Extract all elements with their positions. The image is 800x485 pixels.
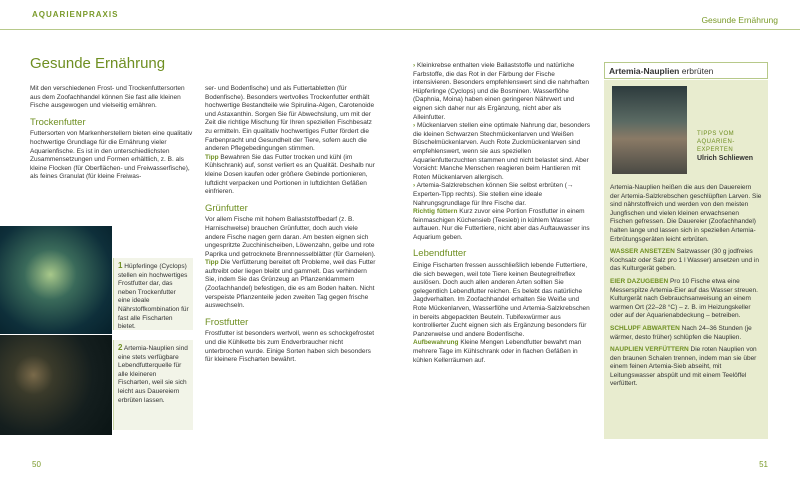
intro-paragraph: Mit den verschiedenen Frost- und Trockenfuttersorten aus dem Zoofachhandel können Sie fast alle kleinen Fische ausgewogen und vielseitig ernähren. bbox=[30, 85, 185, 110]
column-3 bbox=[413, 62, 591, 365]
expert-name: Ulrich Schliewen bbox=[697, 155, 754, 162]
caption-1-text: Hüpferlinge (Cyclops) stellen ein hochwertiges Frostfutter dar, das neben Trockenfutter eine ideale Nährstoffkombination für fast alle Fischarten bietet. bbox=[118, 263, 189, 331]
bullet-arrow-icon: › bbox=[413, 62, 416, 69]
step-2-text: Pro 10 Fische etwa eine Messerspitze Artemia-Eier auf das Wasser streuen. Kulturgerät nach Gebrauchsanweisung an einem warmen Ort (22–28 °C) – z. B. im Heizungskeller oder auf der Aquarienabdeckung – betreiben. bbox=[610, 277, 758, 320]
trockenfutter-continued: ser- und Bodenfische) und als Futtertabletten (für Bodenfische). Besonders wertvolles Trockenfutter enthält hochwertige Bestandteile wie Spirulina-Algen, Carotenoide und Astaxanthin. Sorgen Sie für Abwechslung, um mit der Zeit die richtige Mischung für Ihren speziellen Fischbesatz zu ermitteln. Ein qualitativ hochwertiges Futter fördert die Farbenpracht und Gesundheit der Tiere, sofern auch die anderen Pflegebedingungen stimmen. bbox=[205, 85, 375, 153]
bullet-arrow-icon: › bbox=[413, 182, 416, 190]
step-1-text: Salzwasser (30 g jodfreies Kochsalz oder Salz pro 1 l Wasser) ansetzen und in das Kulturgerät geben. bbox=[610, 248, 759, 273]
step-3-label: SCHLUPF ABWARTEN bbox=[610, 324, 680, 332]
trockenfutter-text: Futtersorten von Markenherstellern bieten eine qualitativ hochwertige Grundlage für die Ernährung vieler Aquarienfische. Es ist in den unterschiedlichsten Zusammensetzungen und Formen erhältlich, z. B. als kleine Flocken (für Oberflächen- und Freiwasserfische), als feines Granulat (für kleine Freiwas- bbox=[30, 130, 193, 181]
richtig-fuettern-text: Kurz zuvor eine Portion Frostfutter in einem feinmaschigen Küchensieb (Teesieb) in kühlem Wasser auftauen. Nur die Futtertiere, nicht aber das Auftauwasser ins Aquarium geben. bbox=[413, 208, 590, 241]
tipp-2-label: Tipp bbox=[205, 259, 219, 267]
running-header-right: Gesunde Ernährung bbox=[701, 15, 778, 25]
caption-2 bbox=[113, 340, 193, 430]
aufbewahrung-label: Aufbewahrung bbox=[413, 339, 459, 347]
column-2 bbox=[205, 85, 377, 365]
tipp-2-text: Die Verfütterung bereitet oft Probleme, weil das Futter auftreibt oder liegen bleibt und gammelt. Das verhindern Sie, indem Sie das Grünzeug an Pflanzenklammern (Zoofachhandel) befestigen, die es am Boden halten. Nicht verspeiste Pflanzenteile jeden zweiten Tag gegen frische auswechseln. bbox=[205, 259, 376, 310]
box-header-bold: Artemia-Nauplien bbox=[609, 66, 680, 76]
caption-2-text: Artemia-Nauplien sind eine stets verfügbare Lebendfutterquelle für alle kleineren Fischarten, weil sie sich leicht aus Dauereiern erbrüten lassen. bbox=[118, 345, 188, 404]
running-header-left: AQUARIENPRAXIS bbox=[32, 10, 119, 19]
photo-cyclops bbox=[0, 226, 112, 334]
bullet-arrow-icon: › bbox=[413, 122, 416, 130]
page-title: Gesunde Ernährung bbox=[30, 55, 166, 72]
caption-1 bbox=[113, 258, 193, 330]
page-number-left: 50 bbox=[32, 460, 41, 469]
tips-label bbox=[697, 130, 767, 154]
caption-1-number: 1 bbox=[118, 261, 123, 270]
frostfutter-text: Frostfutter ist besonders wertvoll, wenn es schockgefrostet und die Kühlkette bis zum Endverbraucher nicht unterbrochen wurde. Einige Sorten haben sich besonders für kleinere Fischarten bewährt. bbox=[205, 330, 375, 364]
caption-2-number: 2 bbox=[118, 343, 123, 352]
step-1-label: WASSER ANSETZEN bbox=[610, 248, 675, 256]
box-header-rest: erbrüten bbox=[681, 66, 714, 76]
step-3-text: Nach 24–36 Stunden (je wärmer, desto früher) schlüpfen die Nauplien. bbox=[610, 324, 752, 341]
tips-line-1: TIPPS VOM bbox=[697, 131, 735, 137]
step-4-label: NAUPLIEN VERFÜTTERN bbox=[610, 346, 689, 354]
box-header bbox=[604, 62, 768, 79]
page-number-right: 51 bbox=[759, 460, 768, 469]
lebendfutter-text: Einige Fischarten fressen ausschließlich lebende Futtertiere, die sich bewegen, weil tote Tiere keinen Beutegreifreflex auslösen. Doch auch allen anderen Arten sollten Sie gelegentlich Lebendfutter reichen. Es belebt das natürliche Jagdverhalten. Im Zoofachhandel erhalten Sie Weiße und Rote Mückenlarven, Wasserflöhe und Artemia-Salzkrebschen in bereits abgepackten Beuteln. Tubifexwürmer aus kontrollierter Zucht eignen sich als Ergänzung besonders für Panzerwelse und andere Bodenfische. bbox=[413, 262, 590, 338]
heading-frostfutter: Frostfutter bbox=[205, 316, 249, 328]
heading-lebendfutter: Lebendfutter bbox=[413, 248, 467, 260]
column-1 bbox=[30, 85, 195, 182]
expert-portrait-photo bbox=[612, 86, 687, 174]
heading-trockenfutter: Trockenfutter bbox=[30, 116, 86, 128]
richtig-fuettern-label: Richtig füttern bbox=[413, 208, 458, 216]
tipp-1-text: Bewahren Sie das Futter trocken und kühl (im Kühlschrank) auf, sonst verliert es an Qualität. Deshalb nur kleine Dosen kaufen oder größere Gebinde portionieren, luftdicht verpacken und Portionen in luftdichten Gefäßen einfrieren. bbox=[205, 153, 375, 196]
step-2-label: EIER DAZUGEBEN bbox=[610, 277, 669, 285]
tips-line-2: AQUARIEN-EXPERTEN bbox=[697, 139, 735, 153]
aufbewahrung-text: Kleine Mengen Lebendfutter bewahrt man mehrere Tage im Kühlschrank oder in flachen Gefäßen in kühlen Kellerräumen auf. bbox=[413, 339, 582, 364]
heading-gruenfutter: Grünfutter bbox=[205, 202, 248, 214]
tipp-1-label: Tipp bbox=[205, 153, 219, 161]
bullet-kleinkrebse: Kleinkrebse enthalten viele Ballaststoffe und natürliche Farbstoffe, die das Rot in der Färbung der Fische intensivieren. Besonders empfehlenswert sind die nahrhaften Hüpferlinge (Cyclops) und die Bosminen. Wasserflöhe (Daphnia, Moina) haben einen geringeren Nährwert und eignen sich daher nur als Ergänzung, nicht aber als Alleinfutter. bbox=[413, 62, 589, 121]
gruenfutter-text: Vor allem Fische mit hohem Ballaststoffbedarf (z. B. Harnischwelse) brauchen Grünfutter, doch auch viele andere Fische nagen gern daran. Am besten eignen sich ungespritzte Zucchinischeiben, Löwenzahn, gelbe und rote Paprika und getrocknete Brennnesselblätter (für Garnelen). bbox=[205, 216, 376, 258]
bullet-artemia: Artemia-Salzkrebschen können Sie selbst erbrüten (→ Experten-Tipp rechts). Sie stellen eine ideale Nahrungsgrundlage für Ihre Fische dar. bbox=[413, 182, 574, 207]
photo-artemia bbox=[0, 335, 112, 435]
step-4-text: Die roten Nauplien von den braunen Schalen trennen, indem man sie über einem feinen Artemia-Sieb abseiht, mit Leitungswasser abspült und mit einem Teelöffel verfüttert. bbox=[610, 346, 757, 388]
bullet-mueckenlarven: Mückenlarven stellen eine optimale Nahrung dar, besonders die kleinen Schwarzen Stechmückenlarven und Weißen Büschelmückenlarven. Auch Rote Zuckmückenlarven sind empfehlenswert, wenn sie aus speziellen Aquarienfutterzuchten stammen und nicht belastet sind. Aber Vorsicht: Manche Menschen reagieren beim Hantieren mit Roten Mückenlarven allergisch. bbox=[413, 122, 591, 181]
header-rule bbox=[0, 29, 800, 30]
box-intro: Artemia-Nauplien heißen die aus den Dauereiern der Artemia-Salzkrebschen geschlüpften Larven. Sie sind nährstoffreich und werden von den meisten Jungfischen und vielen kleinen erwachsenen Fischen gefressen. Die Dauereier (Zoofachhandel) halten lange und lassen sich in speziellen Artemia-Erbrütungsgeräten leicht erbrüten. bbox=[610, 184, 762, 243]
